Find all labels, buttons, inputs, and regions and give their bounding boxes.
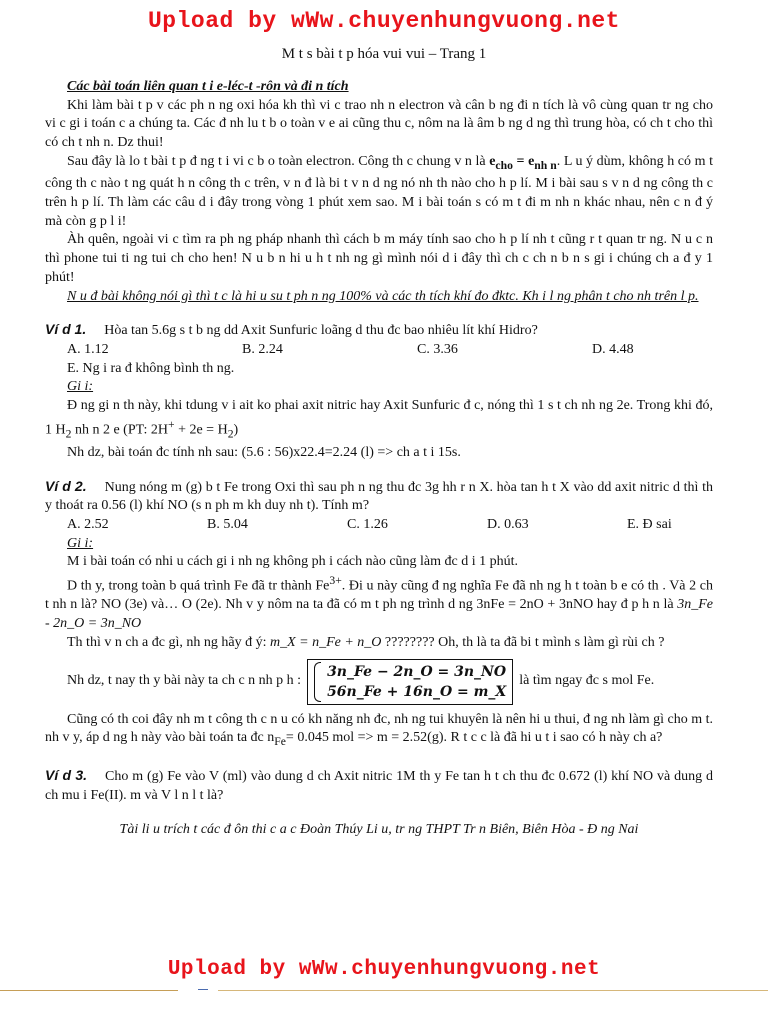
intro-paragraph-2: [45, 153, 713, 232]
left-brace-icon: [314, 662, 321, 702]
example-2-solve-label: Gi i:: [67, 535, 94, 551]
intro-p2-text-a: Sau đây là lo t bài t p đ ng t i vi c b o toàn electron. Công th c chung v n là: [67, 153, 490, 169]
upload-banner-bottom: Upload by wWw.chuyenhungvuong.net: [167, 958, 601, 981]
example-2-choice-c: C. 1.26: [347, 517, 388, 533]
document-body: [45, 78, 713, 840]
example-1-choices: [45, 341, 713, 360]
example-2-sol3-b: ???????? Oh, th là ta đã bi t mình s làm gì rùi ch ?: [381, 634, 665, 650]
example-1-sol-c: + 2e = H: [174, 422, 228, 438]
formula-mid: = e: [512, 153, 535, 169]
example-2-sol3-a: Th thì v n ch a đc gì, nh ng hãy đ ý:: [67, 634, 270, 650]
example-1-choice-c: C. 3.36: [417, 341, 458, 357]
example-1-sol-a: Đ ng gi n th này, khi tdung v i ait ko phai axit nitric hay Axit Sunfuric đ c, nóng thì 1 s t ch nh ng 2e. Trong khi đó, 1 H: [45, 398, 713, 438]
example-1-sol-sub: 2: [65, 427, 72, 441]
example-1-solution-2: Nh dz, bài toán đc tính nh sau: (5.6 : 56)x22.4=2.24 (l) => ch a t i 15s.: [67, 444, 461, 460]
example-2-choice-a: A. 2.52: [67, 517, 109, 533]
example-2-solution-4: [45, 711, 713, 752]
example-2-sol4-sub: Fe: [274, 735, 286, 749]
system-equation-2: 56n_Fe + 16n_O = m_X: [327, 683, 507, 700]
example-1-choice-a: A. 1.12: [67, 341, 109, 357]
example-1-choice-b: B. 2.24: [242, 341, 283, 357]
example-2-sol2-a: D th y, trong toàn b quá trình Fe đã tr thành Fe: [67, 578, 330, 594]
example-2-question: Nung nóng m (g) b t Fe trong Oxi thì sau ph n ng thu đc 3g hh r n X. hòa tan h t X vào dd axit nitric d thì th y thoát ra 0.56 (l) khí NO (s n ph m kh duy nh t). Tính m?: [45, 479, 714, 514]
page-subtitle: M t s bài t p hóa vui vui – Trang 1: [281, 46, 487, 62]
example-2-system-lead: Nh dz, t nay th y bài này ta ch c n nh p h :: [67, 673, 302, 689]
example-2-choice-e: E. Đ sai: [627, 517, 672, 533]
example-2-equation: 3n_Fe - 2n_O = 3n_NO: [45, 597, 713, 632]
example-2-mass-equation: m_X = n_Fe + n_O: [269, 634, 382, 650]
example-1-choice-e: E. Ng i ra đ không bình th ng.: [67, 360, 235, 376]
example-2-choices: [45, 516, 713, 535]
example-2-solution-2: [45, 572, 713, 634]
example-1-label: Ví d 1.: [45, 321, 87, 338]
equation-system-box: [307, 659, 513, 705]
example-1-question: Hòa tan 5.6g s t b ng dd Axit Sunfuric loãng d thu đc bao nhiêu lít khí Hidro?: [104, 323, 538, 339]
example-1-solve-label: Gi i:: [67, 379, 94, 395]
intro-paragraph-3: Àh quên, ngoài vi c tìm ra ph ng pháp nhanh thì cách b m máy tính sao cho h p lí nh t cũng r t quan tr ng. N u c n thì phone tui ti ng tui ch cho hen! N u b n hi u h t nh ng gì mình nói d i đây thì ch c ch n b n s gi i chúng ch a đ y 1 phút!: [45, 232, 713, 285]
source-citation: Tài li u trích t các đ ôn thi c a c Đoàn Thúy Li u, tr ng THPT Tr n Biên, Biên Hòa - Đ ng Nai: [119, 822, 639, 838]
example-2-system-tail: là tìm ngay đc s mol Fe.: [519, 673, 655, 689]
formula-sub-nhan: nh n: [534, 158, 557, 172]
example-3-question-block: [45, 766, 713, 805]
example-3-question: Cho m (g) Fe vào V (ml) vào dung d ch Axit nitric 1M th y Fe tan h t ch thu đc 0.672 (l) khí NO và dung d ch mu i Fe(II). m và V l n l t là?: [45, 768, 714, 803]
example-2-label: Ví d 2.: [45, 477, 87, 494]
section-heading: Các bài toán liên quan t i e-léc-t -rôn và đi n tích: [67, 79, 349, 94]
example-1-sol-sup: +: [167, 417, 175, 431]
example-2-solution-1: M i bài toán có nhi u cách gi i nh ng không ph i cách nào cũng làm đc d i 1 phút.: [67, 554, 519, 570]
example-2-sol2-sup: 3+: [329, 574, 342, 588]
example-2-sol4-b: = 0.045 mol => m = 2.52(g). R t c c là đã hi u t i sao có h này ch a?: [285, 730, 663, 746]
example-1-choice-d: D. 4.48: [592, 341, 634, 357]
footer-mark: [198, 989, 208, 990]
system-equation-1: 3n_Fe − 2n_O = 3n_NO: [327, 663, 507, 680]
upload-banner-top: Upload by wWw.chuyenhungvuong.net: [148, 8, 620, 34]
equation-system: [327, 662, 506, 702]
example-1-question-block: [45, 320, 713, 341]
intro-p2-text-b: . L u ý dùm, không h có m t công th c nào t ng quát h n công th c trên, v n đ là bi t v n d ng nó nh th nào cho h p lí. M i bài sau s v n d ng công th c trên h p lí. Th làm các câu d i đây trong vòng 1 phút xem sao. M i bài toán s có m t đi m nh n khác nhau, nên c n đ ý mà còn g p l i!: [45, 153, 713, 229]
formula-e: e: [489, 153, 496, 169]
example-3-label: Ví d 3.: [45, 766, 88, 783]
example-2-choice-b: B. 5.04: [207, 517, 248, 533]
example-2-sol4-a: Cũng có th coi đây nh m t công th c n u có kh năng nh đc, nh ng tui khuyên là nên hi u thui, đ ng nh làm gì cho m t. nh v y, áp d ng h này vào bài toán ta đc n: [45, 711, 713, 746]
intro-note: N u đ bài không nói gì thì t c là hi u su t ph n ng 100% và các th tích khí đo đktc. Kh i l ng phân t cho nh trên l p.: [67, 288, 699, 304]
intro-paragraph-1: Khi làm bài t p v các ph n ng oxi hóa kh thì vi c trao nh n electron và cân b ng đi n tích là vô cùng quan tr ng cho vi c gi i toán c a chúng ta. Các đ nh lu t b o toàn v e ai cũng thu c, nôm na là âm b ng d ng thì trung hòa, có ch t cho thì có ch t nh n. Dz thui!: [45, 97, 713, 151]
example-1-sol-d: ): [233, 422, 239, 438]
example-2-system-row: [45, 659, 713, 705]
footer-rule-right: [218, 990, 768, 991]
example-2-solution-3: [45, 634, 713, 653]
example-1-sol-sub2: 2: [227, 427, 234, 441]
example-1-solution-1: [45, 397, 713, 444]
example-2-question-block: [45, 477, 713, 516]
example-2-sol2-b: . Đi u này cũng đ ng nghĩa Fe đã nh ng h t toàn b e có th . Và 2 ch t nh n là? NO (3e) và… O (2e). Nh v y nôm na ta đã có m t ph ng trình d ng 3nFe = 2nO + 3nNO hay đ p h n là: [45, 578, 713, 613]
footer-rule-left: [0, 990, 178, 991]
example-1-sol-b: nh n 2 e (PT: 2H: [71, 422, 168, 438]
example-2-choice-d: D. 0.63: [487, 517, 529, 533]
formula-sub-cho: cho: [495, 158, 513, 172]
